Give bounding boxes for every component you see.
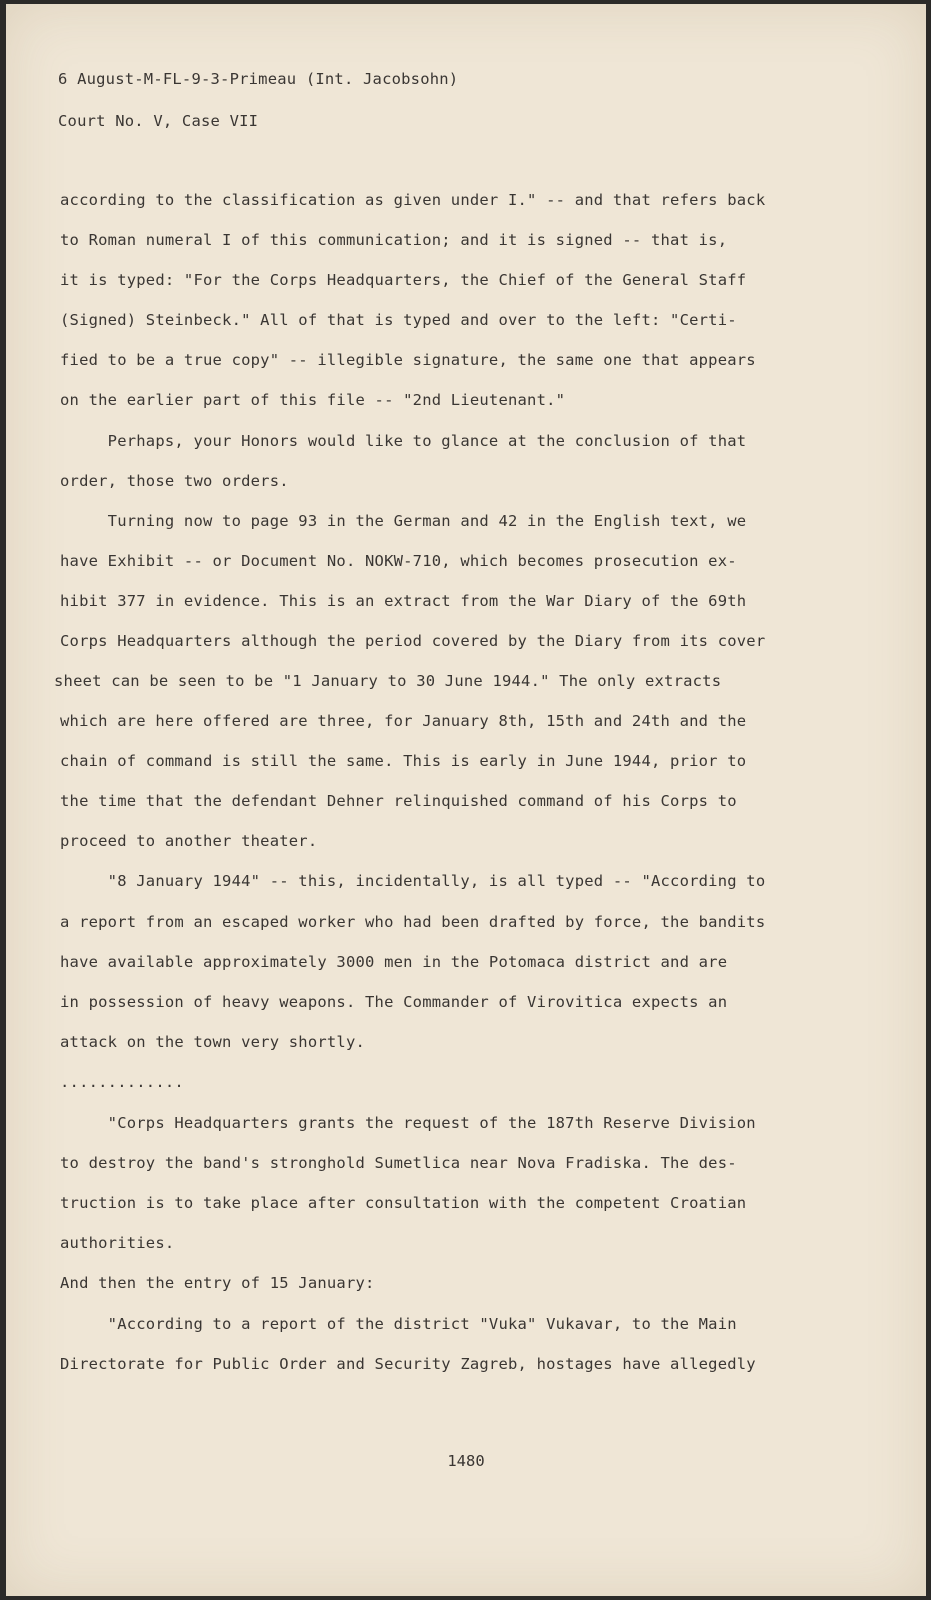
text-line: in possession of heavy weapons. The Commander of Virovitica expects an bbox=[60, 993, 728, 1011]
text-line: to destroy the band's stronghold Sumetlica near Nova Fradiska. The des- bbox=[60, 1154, 737, 1172]
text-line: have Exhibit -- or Document No. NOKW-710, which becomes prosecution ex- bbox=[60, 552, 737, 570]
text-line: "Corps Headquarters grants the request of the 187th Reserve Division bbox=[60, 1114, 756, 1132]
text-line: Corps Headquarters although the period covered by the Diary from its cover bbox=[60, 632, 766, 650]
text-line: (Signed) Steinbeck." All of that is typed and over to the left: "Certi- bbox=[60, 311, 737, 329]
text-line: on the earlier part of this file -- "2nd Lieutenant." bbox=[60, 391, 566, 409]
text-line: the time that the defendant Dehner relinquished command of his Corps to bbox=[60, 792, 737, 810]
text-line: which are here offered are three, for January 8th, 15th and 24th and the bbox=[60, 712, 747, 730]
text-line: truction is to take place after consultation with the competent Croatian bbox=[60, 1194, 747, 1212]
text-line: order, those two orders. bbox=[60, 472, 289, 490]
document-page bbox=[6, 4, 926, 1596]
text-line: chain of command is still the same. This is early in June 1944, prior to bbox=[60, 752, 747, 770]
text-line: attack on the town very shortly. bbox=[60, 1033, 366, 1051]
text-line: fied to be a true copy" -- illegible signature, the same one that appears bbox=[60, 351, 756, 369]
page-number: 1480 bbox=[447, 1452, 485, 1470]
text-line: "According to a report of the district "Vuka" Vukavar, to the Main bbox=[60, 1315, 737, 1333]
text-line: according to the classification as given under I." -- and that refers back bbox=[60, 191, 766, 209]
text-line: Turning now to page 93 in the German and 42 in the English text, we bbox=[60, 512, 747, 530]
text-line: Directorate for Public Order and Security Zagreb, hostages have allegedly bbox=[60, 1355, 756, 1373]
text-line: have available approximately 3000 men in the Potomaca district and are bbox=[60, 953, 728, 971]
text-line: it is typed: "For the Corps Headquarters, the Chief of the General Staff bbox=[60, 271, 747, 289]
text-line: sheet can be seen to be "1 January to 30 June 1944." The only extracts bbox=[54, 672, 722, 690]
text-line: And then the entry of 15 January: bbox=[60, 1274, 375, 1292]
header-line-2: Court No. V, Case VII bbox=[58, 112, 259, 130]
text-line: hibit 377 in evidence. This is an extract from the War Diary of the 69th bbox=[60, 592, 747, 610]
text-line: a report from an escaped worker who had been drafted by force, the bandits bbox=[60, 913, 766, 931]
text-line: proceed to another theater. bbox=[60, 832, 318, 850]
text-line: authorities. bbox=[60, 1234, 175, 1252]
text-line: Perhaps, your Honors would like to glance at the conclusion of that bbox=[60, 432, 747, 450]
text-line: to Roman numeral I of this communication; and it is signed -- that is, bbox=[60, 231, 728, 249]
header-line-1: 6 August-M-FL-9-3-Primeau (Int. Jacobsohn) bbox=[58, 70, 459, 88]
ellipsis-separator: ............. bbox=[60, 1073, 184, 1091]
text-line: "8 January 1944" -- this, incidentally, is all typed -- "According to bbox=[60, 872, 766, 890]
